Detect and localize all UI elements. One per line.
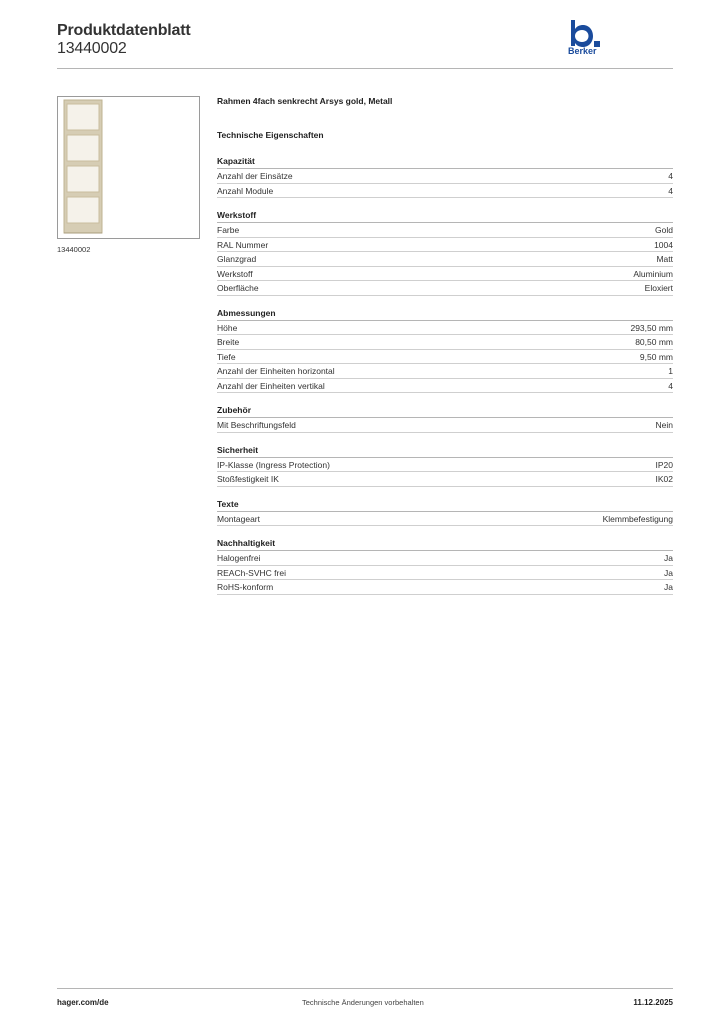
spec-section (217, 445, 673, 487)
header-divider (57, 68, 673, 69)
spec-value: 4 (668, 171, 673, 181)
spec-label: Breite (217, 337, 240, 347)
spec-label: Anzahl Module (217, 185, 274, 196)
spec-value: 1 (668, 366, 673, 376)
spec-row (217, 350, 673, 365)
spec-label: REACh-SVHC frei (217, 567, 286, 578)
spec-row (217, 472, 673, 487)
spec-label: RoHS-konform (217, 582, 274, 592)
spec-value: Klemmbefestigung (602, 513, 673, 524)
spec-value: Ja (664, 567, 673, 578)
spec-row (217, 238, 673, 253)
spec-section (217, 538, 673, 595)
spec-row (217, 252, 673, 267)
spec-value: 9,50 mm (639, 351, 673, 362)
spec-label: Tiefe (217, 351, 236, 362)
spec-row (217, 566, 673, 581)
spec-row (217, 321, 673, 336)
spec-value: 80,50 mm (635, 337, 673, 347)
spec-label: RAL Nummer (217, 239, 269, 250)
spec-label: Halogenfrei (217, 553, 261, 563)
image-caption: 13440002 (57, 245, 91, 254)
footer-disclaimer: Technische Änderungen vorbehalten (302, 998, 424, 1007)
spec-row (217, 512, 673, 527)
spec-value: Ja (664, 553, 673, 563)
frame-product-image (58, 97, 199, 238)
section-title: Sicherheit (217, 445, 673, 458)
spec-label: Montageart (217, 513, 260, 524)
section-title: Abmessungen (217, 308, 673, 321)
spec-label: Werkstoff (217, 268, 253, 279)
footer-date: 11.12.2025 (633, 998, 673, 1007)
spec-section (217, 499, 673, 527)
spec-value: 293,50 mm (630, 322, 673, 333)
spec-section (217, 308, 673, 394)
spec-row (217, 267, 673, 282)
page-title: Produktdatenblatt (57, 22, 191, 39)
section-title: Texte (217, 499, 673, 512)
spec-value: Ja (664, 582, 673, 592)
spec-label: Höhe (217, 322, 238, 333)
section-title: Werkstoff (217, 210, 673, 223)
spec-row (217, 335, 673, 350)
spec-row (217, 169, 673, 184)
logo-text: Berker (568, 46, 597, 56)
spec-label: Mit Beschriftungsfeld (217, 420, 296, 430)
spec-label: Stoßfestigkeit IK (217, 474, 279, 484)
spec-row (217, 458, 673, 473)
spec-section (217, 156, 673, 198)
footer-website[interactable]: hager.com/de (57, 998, 109, 1007)
footer-divider (57, 988, 673, 989)
spec-label: IP-Klasse (Ingress Protection) (217, 459, 330, 470)
spec-row (217, 223, 673, 238)
spec-row (217, 580, 673, 595)
spec-value: Aluminium (633, 268, 673, 279)
spec-value: Matt (656, 254, 673, 264)
spec-label: Oberfläche (217, 283, 259, 293)
spec-value: Eloxiert (644, 283, 673, 293)
specification-sections (217, 156, 673, 595)
spec-value: 1004 (654, 239, 673, 250)
spec-label: Glanzgrad (217, 254, 257, 264)
spec-value: Gold (655, 225, 673, 235)
product-name: Rahmen 4fach senkrecht Arsys gold, Metall (217, 96, 393, 106)
spec-row (217, 418, 673, 433)
spec-value: IK02 (655, 474, 673, 484)
spec-label: Anzahl der Einheiten vertikal (217, 380, 325, 391)
spec-row (217, 281, 673, 296)
article-number: 13440002 (57, 40, 127, 57)
spec-section (217, 405, 673, 433)
spec-value: 4 (668, 185, 673, 196)
spec-label: Farbe (217, 225, 240, 235)
spec-label: Anzahl der Einheiten horizontal (217, 366, 335, 376)
spec-label: Anzahl der Einsätze (217, 171, 293, 181)
spec-value: IP20 (655, 459, 673, 470)
spec-value: 4 (668, 380, 673, 391)
section-title: Kapazität (217, 156, 673, 169)
spec-row (217, 551, 673, 566)
product-content (217, 96, 673, 595)
section-title: Nachhaltigkeit (217, 538, 673, 551)
section-title: Zubehör (217, 405, 673, 418)
spec-row (217, 184, 673, 199)
spec-row (217, 364, 673, 379)
spec-value: Nein (655, 420, 673, 430)
technical-properties-heading: Technische Eigenschaften (217, 130, 324, 140)
page-header (57, 20, 673, 70)
spec-section (217, 210, 673, 296)
product-image (57, 96, 200, 239)
spec-row (217, 379, 673, 394)
